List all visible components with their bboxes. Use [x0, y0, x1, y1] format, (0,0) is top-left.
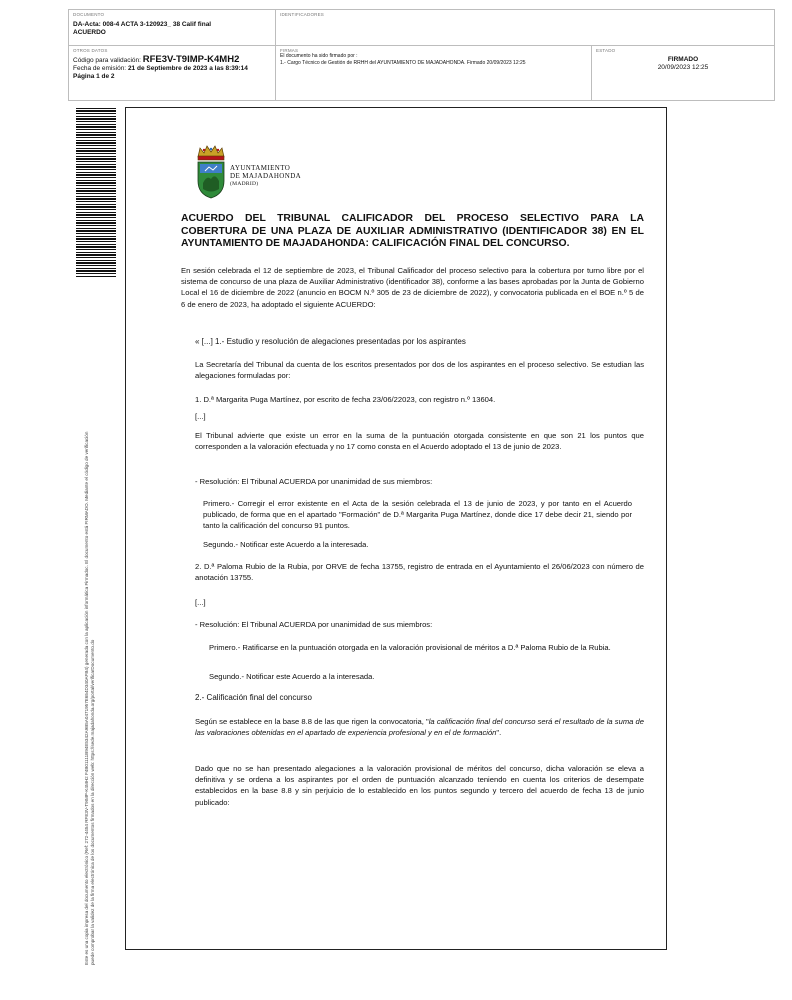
side-text-line2: puede comprobar la validez de la firma electrónica de los documentos firmados en la dirección web: https://sede.majadahonda.org/portal/verificarDocumento.do: [90, 639, 95, 965]
paragraph-valoracion-definitiva: Dado que no se han presentado alegaciones a la valoración provisional de méritos del concurso, dicha valoración se eleva a definitiva y se ordena a los aspirantes por el orden de puntuación alcanzado teniendo en cuenta los criterios de desempate establecidos en la base 8.8 y sin perjuicio de lo establecido en los puntos segundo y tercero del acuerdo de fecha 13 de junio publicado:: [195, 764, 644, 807]
barcode-image: [76, 108, 116, 278]
estado-date: 20/09/2023 12:25: [657, 64, 709, 71]
paragraph-alegacion-2: 2. D.ª Paloma Rubio de la Rubia, por ORVE de fecha 13755, registro de entrada en el Ayuntamiento el 26/06/2023 con número de anotación 13755.: [195, 562, 644, 583]
firmas-line2: 1.- Cargo Técnico de Gestión de RRHH del AYUNTAMIENTO DE MAJADAHONDA. Firmado 20/09/2023 12:25: [280, 60, 526, 66]
logo-text: [230, 164, 301, 188]
paragraph-primero-2: Primero.- Ratificarse en la puntuación otorgada en la valoración provisional de méritos a D.ª Paloma Rubio de la Rubia.: [209, 643, 611, 652]
paragraph-resolucion-1: - Resolución: El Tribunal ACUERDA por unanimidad de sus miembros:: [195, 477, 433, 486]
identificadores-cell: [276, 10, 774, 46]
document-header: [68, 9, 775, 101]
coat-of-arms-icon: [195, 143, 227, 199]
estado-label: ESTADO: [596, 48, 616, 53]
section-2-heading: 2.- Calificación final del concurso: [195, 693, 312, 702]
fecha-value: 21 de Septiembre de 2023 a las 8:39:14: [127, 65, 248, 72]
otros-datos-label: OTROS DATOS: [73, 48, 108, 53]
codigo-value: RFE3V-T9IMP-K4MH2: [142, 54, 240, 65]
firmas-cell: [276, 46, 592, 101]
paragraph-segundo-1: Segundo.- Notificar este Acuerdo a la interesada.: [203, 540, 369, 549]
paragraph-ellipsis-1: [...]: [195, 412, 206, 421]
paragraph-primero-1: Primero.- Corregir el error existente en el Acta de la sesión celebrada el 13 de junio de 2023, y por tanto en el Acuerdo publicado, de forma que en el apartado "Formación" de D.ª Margarita Puga Martínez, donde dice 17 debe decir 21, siendo por tanto la calificación del concurso 91 puntos.: [203, 499, 632, 531]
base-quote-open: Según se establece en la base 8.8 de las que rigen la convocatoria, ": [195, 717, 429, 726]
documento-line1: DA-Acta: 008-4 ACTA 3-120923_ 38 Calif final: [73, 21, 212, 28]
logo-line3: (MADRID): [230, 181, 259, 187]
base-quote-text: la calificación final del concurso será el resultado de la suma de las valoraciones obtenidas en el apartado de experiencia profesional y en el de formación: [195, 717, 644, 738]
paragraph-alegacion-1: 1. D.ª Margarita Puga Martínez, por escrito de fecha 23/06/22023, con registro n.º 13604.: [195, 395, 496, 404]
fecha-label: Fecha de emisión:: [73, 65, 127, 72]
otros-datos-cell: [69, 46, 276, 101]
side-text-line1: Este es una copia impresa del documento electrónico (Ref: 272-4454 RFE3V-T9IMP-K4MH2 F4B01111B94E5342A9B5A0471957E654D340AFB4) generada con la aplicación informática Firmadoc. El documento está FIRMADO. Mediante el código de verificación: [84, 431, 89, 965]
logo-line2: DE MAJADAHONDA: [230, 172, 302, 180]
logo-line1: AYUNTAMIENTO: [230, 164, 291, 172]
base-quote-close: ".: [496, 728, 502, 738]
estado-value: FIRMADO: [667, 56, 699, 63]
estado-cell: [592, 46, 774, 101]
paragraph-error: El Tribunal advierte que existe un error en la suma de la puntuación otorgada consistente en que son 21 los puntos que corresponden a la valoración efectuada y no 17 como consta en el Acuerdo adoptado el 13 de junio de 2023.: [195, 431, 644, 452]
paragraph-ellipsis-2: [...]: [195, 598, 206, 607]
pagina: Página 1 de 2: [73, 73, 115, 80]
documento-cell: [69, 10, 276, 46]
firmas-label: FIRMAS: [280, 48, 299, 53]
codigo-label: Código para validación:: [73, 57, 141, 64]
paragraph-segundo-2: Segundo.- Notificar este Acuerdo a la interesada.: [209, 672, 375, 681]
documento-line2: ACUERDO: [73, 29, 106, 36]
section-1-heading: « [...] 1.- Estudio y resolución de alegaciones presentadas por los aspirantes: [195, 337, 466, 346]
firmas-line1: El documento ha sido firmado por :: [280, 53, 358, 59]
documento-label: DOCUMENTO: [73, 12, 105, 17]
document-title: ACUERDO DEL TRIBUNAL CALIFICADOR DEL PROCESO SELECTIVO PARA LA COBERTURA DE UNA PLAZA DE AUXILIAR ADMINISTRATIVO (IDENTIFICADOR 38) EN EL AYUNTAMIENTO DE MAJADAHONDA: CALIFICACIÓN FINAL DEL CONCURSO.: [181, 213, 644, 249]
verification-side-text: [84, 275, 96, 965]
intro-paragraph: En sesión celebrada el 12 de septiembre de 2023, el Tribunal Calificador del proceso selectivo para la cobertura por turno libre por el sistema de concurso de una plaza de Auxiliar Administrativo (identificador 38), conforme a las bases aprobadas por la Junta de Gobierno Local el 16 de diciembre de 2022 (anuncio en BOCM N.º 305 de 23 de diciembre de 2022), y convocatoria publicada en el BOE n.º 5 de 6 de enero de 2023, ha adoptado el siguiente ACUERDO:: [181, 266, 644, 309]
identificadores-label: IDENTIFICADORES: [280, 12, 325, 17]
paragraph-secretaria: La Secretaría del Tribunal da cuenta de los escritos presentados por dos de los aspirantes en el proceso selectivo. Se estudian las alegaciones formuladas por:: [195, 360, 644, 381]
paragraph-base-8-8: [195, 716, 644, 738]
paragraph-resolucion-2: - Resolución: El Tribunal ACUERDA por unanimidad de sus miembros:: [195, 620, 433, 629]
